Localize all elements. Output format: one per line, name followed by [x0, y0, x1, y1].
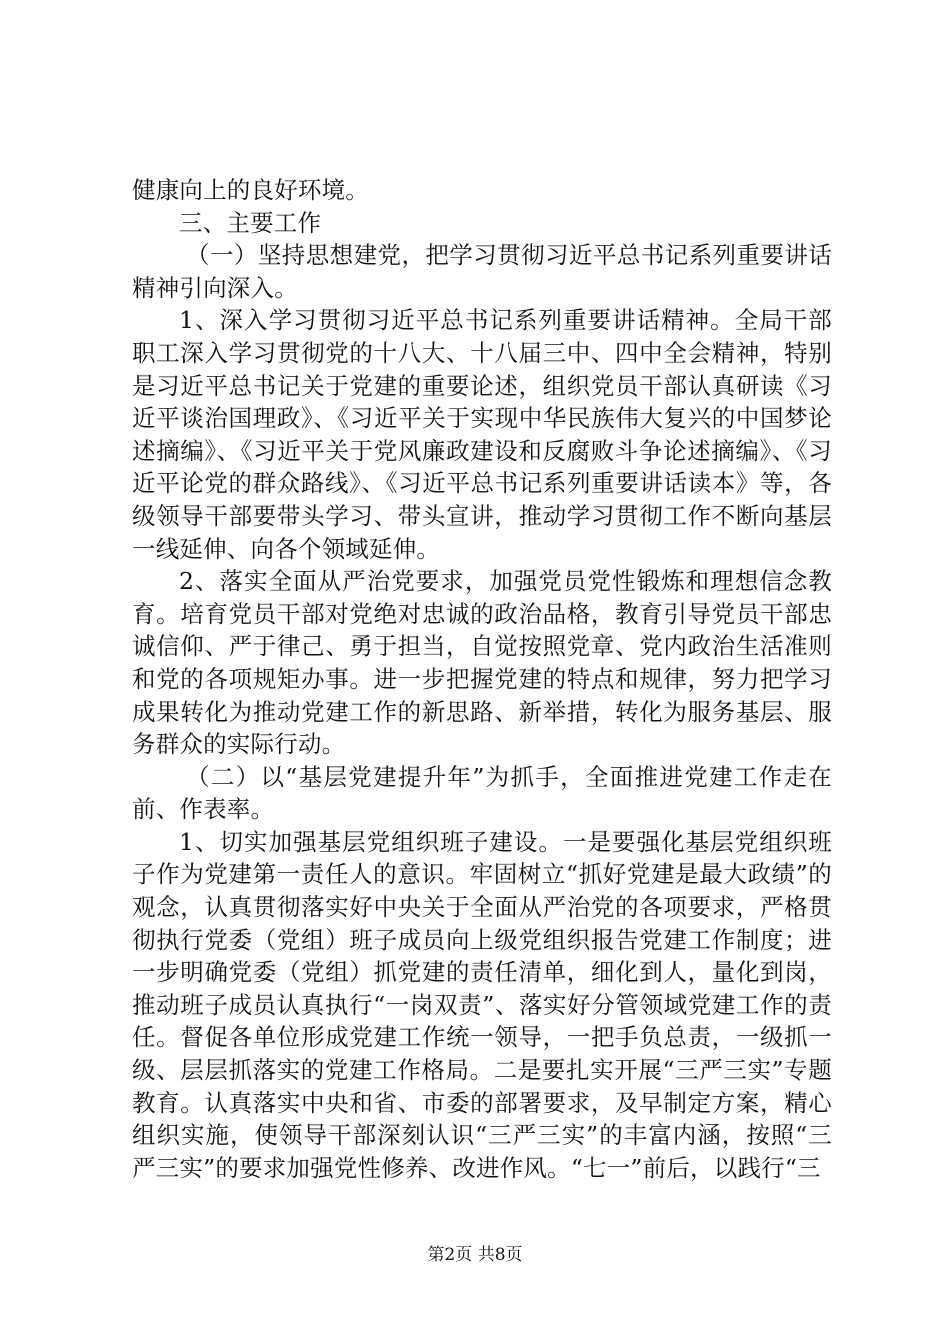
page-number: 第2页 共8页 [427, 1245, 523, 1265]
paragraph-continuation: 健康向上的良好环境。 [132, 176, 369, 204]
section-heading: 三、主要工作 [179, 208, 322, 237]
paragraph-item-2-1: 1、切实加强基层党组织班子建设。一是要强化基层党组织班子作为党建第一责任人的意识。牢固树立“抓好党建是最大政绩”的观念，认真贯彻落实好中央关于全面从严治党的各项要求，严格贯彻执行党委（党组）班子成员向上级党组织报告党建工作制度；进一步明确党委（党组）抓党建的责任清单，细化到人，量化到岗，推动班子成员认真执行“一岗双责”、落实好分管领域党建工作的责任。督促各单位形成党建工作统一领导，一把手负总责，一级抓一级、层层抓落实的党建工作格局。二是要扎实开展“三严三实”专题教育。认真落实中央和省、市委的部署要求，及早制定方案，精心组织实施，使领导干部深刻认识“三严三实”的丰富内涵，按照“三严三实”的要求加强党性修养、改进作风。“七一”前后，以践行“三 [132, 827, 832, 1182]
document-body [132, 174, 832, 1184]
paragraph-item-1-1: 1、深入学习贯彻习近平总书记系列重要讲话精神。全局干部职工深入学习贯彻党的十八大、十八届三中、四中全会精神，特别是习近平总书记关于党建的重要论述，组织党员干部认真研读《习近平谈治国理政》、《习近平关于实现中华民族伟大复兴的中国梦论述摘编》、《习近平关于党风廉政建设和反腐败斗争论述摘编》、《习近平论党的群众路线》、《习近平总书记系列重要讲话读本》等，各级领导干部要带头学习、带头宣讲，推动学习贯彻工作不断向基层一线延伸、向各个领域延伸。 [132, 306, 832, 563]
subsection-heading-1: （一）坚持思想建党，把学习贯彻习近平总书记系列重要讲话精神引向深入。 [132, 241, 832, 302]
subsection-heading-2: （二）以“基层党建提升年”为抓手，全面推进党建工作走在前、作表率。 [132, 762, 832, 824]
paragraph-item-1-2: 2、落实全面从严治党要求，加强党员党性锻炼和理想信念教育。培育党员干部对党绝对忠诚的政治品格，教育引导党员干部忠诚信仰、严于律己、勇于担当，自觉按照党章、党内政治生活准则和党的各项规矩办事。进一步把握党建的特点和规律，努力把学习成果转化为推动党建工作的新思路、新举措，转化为服务基层、服务群众的实际行动。 [132, 567, 832, 759]
